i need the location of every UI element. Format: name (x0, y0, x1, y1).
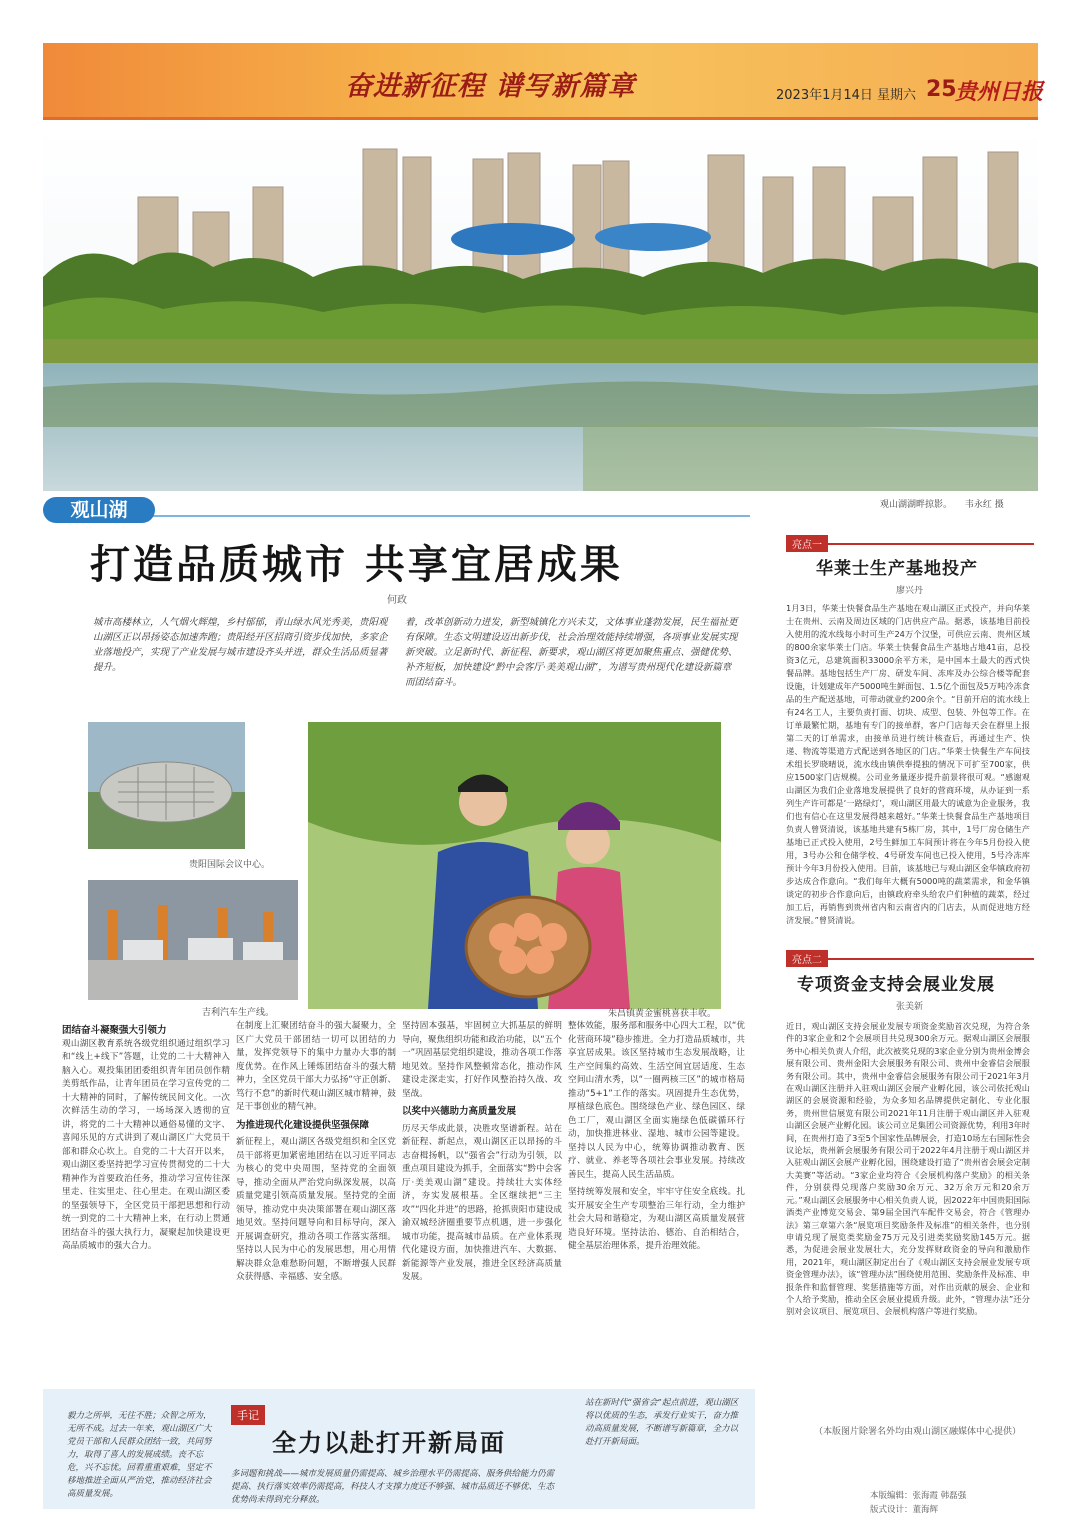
article-intro-left: 城市高楼林立，人气烟火辉煌，乡村郁郁，青山绿水风光秀美，贵阳观山湖区正以昂扬姿态加速奔跑；贵阳经开区招商引资步伐加快，多家企业落地投产，实现了产业发展与城市建设齐头并进，群众生活品质显著提升。 (93, 617, 388, 673)
column-4-text-2: 坚持统筹发展和安全，牢牢守住安全底线。扎实开展安全生产专项整治三年行动，全力维护社会大局和谐稳定，为观山湖区高质量发展营造良好环境。坚持法治、德治、自治相结合，健全基层治理体系，提升治理效能。 (568, 1187, 745, 1251)
column-2-heading: 为推进现代化建设提供坚强保障 (236, 1119, 370, 1131)
editorial-note-left: 毅力之所举，无往不胜；众智之所为，无所不成。过去一年来，观山湖区广大党员干部和人民群众团结一致，共同努力，取得了喜人的发展成绩。丧不忘危，兴不忘忧。回看重重艰难，坚定不移地推进全面从严治党，推动经济社会高质量发展。 (67, 1411, 212, 1499)
conference-center-illustration (88, 722, 245, 849)
editorial-note-middle: 多词题和挑战——城市发展质量仍需提高、城乡治理水平仍需提高、服务供给能力仍需提高、执行落实效率仍需提高，科技人才支撑力度还不够强、城市品质还不够优、生态优势尚未得到充分释放。 (231, 1469, 555, 1505)
sidebar-1-text: 1月3日，华莱士快餐食品生产基地在观山湖区正式投产，并向华莱士在贵州、云南及周边区域的门店供应产品。据悉，该基地目前投入使用的流水线每小时可生产24万个汉堡，可供应云南、贵州区域的800余家华莱士门店。华莱士快餐食品生产基地占地41亩，总投资3亿元，总建筑面积33000余平方米，是中国本土最大的西式快餐品牌。基地包括生产厂房、研发车间、冻库及办公综合楼等配套设施，计划建成年产5000吨生鲜面包、1.5亿个面包及5万吨冷冻食品的生产配送基地，可带动就业约200余个。“目前开启的流水线上有24名工人，主要负责打面、切块、成型、包装、外包等工作。在订单最繁忙期，基地有专门的接单群，客户门店每天会在群里上报第二天的订单需求，由接单员进行统计核查后，再通过生产、快递、物流等渠道方式配送到各地区的门店。”华莱士快餐生产车间技术组长罗晓晴说，流水线由镇供奉提独的情况下可扩至700家，供应1500家门店规模。公司业务量逐步提升前景将很可观。“感谢观山湖区为我们企业落地发展提供了良好的营商环境，从办证到一系列生产许可都是‘一路绿灯’，观山湖区用最大的诚意为企业服务，我们也有信心在这里发展得越来越好。”华莱士快餐食品生产基地项目负责人曾贤清说，该基地共建有5栋厂房，其中，1号厂房仓储生产基地已正式投入使用，2号生鲜加工车间预计将在今年5月份投入使用，3号办公和仓储学校、4号研发车间也已投入使用，5号冷冻库预计今年3月份投入使用。目前，该基地已与观山湖区金华镇政府初步达成合作意向。“我们每年大概有5000吨的蔬菜需求，和金华镇谈定的初步合作意向后，由镇政府牵头给农户们种植的蔬菜，经过加工后，再销售到贵州省内和云南省内的门店去，从而促进地方经济发展。”曾贤清说。 (786, 603, 1030, 925)
newspaper-logo: 贵州日报 (955, 79, 1044, 105)
column-1-text: 观山湖区教育系统各级党组织通过组织学习和“线上+线下”答题，让党的二十大精神入脑入心。观投集团团委组织青年团员创作精美剪纸作品，让青年团员在学习宣传党的二十大精神的同时，了解传统民间文化。一次次鲜活生动的学习，一场场深入透彻的宣讲，将党的二十大精神以通俗易懂的文字、喜闻乐见的方式讲到了观山湖区广大党员干部和群众心坎上。自党的二十大召开以来，观山湖区委坚持把学习宣传贯彻党的二十大精神作为首要政治任务，推动学习宣传往深里走、往实里走、往心里走。在观山湖区委的坚强领导下，全区党员干部把思想和行动统一到党的二十大精神上来，在行动上贯通团结奋斗的强大执行力，凝聚起加快建设更高品质城市的强大合力。 (62, 1038, 230, 1251)
sidebar-2-tag: 亮点二 (786, 950, 828, 967)
column-1-heading: 团结奋斗凝聚强大引领力 (62, 1025, 167, 1036)
column-3-text-2: 历尽天华成此景，决胜攻坚谱新程。站在新征程、新起点，观山湖区正以昂扬的斗志奋楫扬帆，以“强省会”行动为引领，以重点项目建设为抓手，全面落实“黔中会客厅·美美观山湖”建设。持续壮大实体经济，夯实发展根基。全区继续把“三主攻”“四化并进”的思路，抢抓贵阳市建设成渝双城经济圈重要节点机遇，进一步强化城市功能，提高城市品质。在产业体系现代化建设方面，加快推进汽车、大数据、新能源等产业发展，推进全区经济高质量发展。 (402, 1123, 562, 1282)
editorial-note-title: 全力以赴打开新局面 (272, 1428, 506, 1457)
column-3-heading: 以奖中兴德助力高质量发展 (402, 1106, 517, 1117)
page-number: 25 (926, 77, 957, 102)
article-column-1 (62, 1024, 230, 1354)
sidebar-1-author: 廖兴丹 (896, 586, 924, 596)
article-column-3 (402, 1020, 562, 1365)
hero-photo (43, 127, 1038, 491)
hero-caption-text: 观山湖湖畔掠影。 (880, 500, 953, 510)
photo-car-production (88, 880, 298, 1000)
issue-date: 2023年1月14日 星期六 (776, 88, 917, 103)
column-2-text-2: 新征程上，观山湖区各级党组织和全区党员干部将更加紧密地团结在以习近平同志为核心的党中央周围，坚持党的全面领导，推动全面从严治党向纵深发展，以高质量党建引领高质量发展。坚持党的全面领导，推动党中央决策部署在观山湖区落地见效。坚持问题导向和目标导向，深入开展调查研究，推动各项工作落实落细。坚持以人民为中心的发展思想，用心用情解决群众急难愁盼问题，不断增强人民群众获得感、幸福感、安全感。 (236, 1137, 396, 1282)
sidebar-2-text: 近日，观山湖区支持会展业发展专项资金奖励首次兑现，为符合条件的3家企业和2个会展项目共兑现300余万元。据观山湖区会展服务中心相关负责人介绍，此次被奖兑现的3家企业分别为贵州金博会展有限公司、贵州金阳大会展服务有限公司、贵州中金睿信会展服务有限公司。其中，贵州中金睿信会展服务有限公司于2021年3月在观山湖区注册并入驻观山湖区会展产业孵化园，该公司依托观山湖区的会展资源和经验，为众多知名品牌提供定制化、专业化服务，贵州世信展览有限公司2021年11月注册于观山湖区并入驻观山湖区会展产业孵化园。该公司立足集团公司资源优势，利用3年时间，在贵州打造了3至5个国家性品牌展会，打造10场左右国际性会议论坛，贵州新会展服务有限公司于2022年4月注册于观山湖区并入驻观山湖区会展产业孵化园，围绕建设打造了“贵州省会展会定制大美赛”等活动。“3家企业均符合《会展机构落户奖励》的相关条件，分别获得兑现落户奖励30余万元、32万余万元和20余万元。”观山湖区会展服务中心相关负责人说，因2022年中国贵阳国际酒类产业博览交易会、第9届全国汽车配件交易会，符合《管理办法》第三章第六条“展览项目奖励条件及标准”的相关条件，也分别申请兑现了展览类奖励金75万元及引进类奖励奖励145万元。据悉，为促进会展业发展壮大，充分发挥财政资金的导向和激励作用，2021年，观山湖区制定出台了《观山湖区支持会展业发展专项资金管理办法》，该“管理办法”围绕使用范围、奖励条件及标准、申报条件和监督管理、奖惩措施等方面，对作出贡献的展会、企业和个人给予奖励，推动全区会展业提质升级。此外，“管理办法”还分别对会议项目、展览项目、会展机构落户等进行奖励。 (786, 1021, 1030, 1317)
sidebar-1-tag: 亮点一 (786, 535, 828, 552)
car-production-illustration (88, 880, 298, 1000)
sidebar-1-title: 华莱士生产基地投产 (816, 559, 978, 579)
layout-credits: 版式设计：董海辉 (870, 1505, 939, 1515)
hero-credit: 韦永红 摄 (964, 500, 1004, 510)
article-column-2 (236, 1020, 396, 1365)
header-slogan: 奋进新征程 谱写新篇章 (345, 71, 636, 102)
hero-caption (880, 497, 1004, 510)
section-tag: 观山湖 (43, 497, 155, 523)
column-3-text: 坚持固本强基，牢固树立大抓基层的鲜明导向，聚焦组织功能和政治功能，以“五个一”巩固基层党组织建设，推动各项工作落地见效。坚持作风整顿常态化，推动作风建设走深走实，打好作风整治持久战、攻坚战。 (402, 1021, 562, 1099)
sidebar-2-author: 张美新 (896, 1002, 924, 1012)
photo-peach-harvest (308, 722, 721, 1009)
photo-conference-center (88, 722, 245, 849)
column-2-text: 在制度上汇聚团结奋斗的强大凝聚力，全区广大党员干部团结一切可以团结的力量，发挥党领导下的集中力量办大事的制度优势。在作风上锤炼团结奋斗的强大精神力，全区党员干部大力弘扬“守正创新、笃行不怠”的新时代观山湖区城市精神，鼓足干事创业的精气神。 (236, 1021, 396, 1112)
photo-peach-caption: 朱昌镇黄金蜜桃喜获丰收。 (608, 1009, 717, 1019)
article-byline: 何政 (387, 595, 407, 606)
editor-credits: 本版编辑：张海霞 韩磊强 (870, 1491, 967, 1501)
editorial-note-right: 站在新时代“强省会”起点前进，观山湖区将以优质的生态，承发行业实干，奋力推动高质量发展，不断谱写新篇章，全力以赴打开新局面。 (585, 1398, 739, 1447)
column-4-text: 整体效能，服务部和服务中心四大工程，以“优化营商环境”稳步推进。全力打造品质城市，共享宜居成果。该区坚持城市生态发展战略，让生产空间集约高效、生活空间宜居适度、生态空间山清水秀，以“一圈两核三区”的城市格局推动“5+1”工作的落实。巩固提升生态优势，厚植绿色底色。围绕绿色产业、绿色园区、绿色工厂，观山湖区全面实施绿色低碳循环行动，加快推进林业、湿地、城市公园等建设。坚持以人民为中心，统筹协调推动教育、医疗、就业、养老等各项社会事业发展。持续改善民生，提高人民生活品质。 (568, 1021, 745, 1180)
photo-conference-caption: 贵阳国际会议中心。 (189, 860, 271, 870)
page-title: 打造品质城市 共享宜居成果 (90, 541, 623, 588)
hero-photo-illustration (43, 127, 1038, 491)
section-rule (150, 515, 750, 517)
photo-credit-note: （本版图片除署名外均由观山湖区融媒体中心提供） (814, 1427, 1022, 1437)
editorial-note-tag: 手记 (231, 1405, 265, 1425)
article-column-4 (568, 1020, 745, 1365)
photo-car-caption: 吉利汽车生产线。 (202, 1008, 275, 1018)
peach-harvest-illustration (308, 722, 721, 1009)
sidebar-2-title: 专项资金支持会展业发展 (797, 975, 995, 995)
article-intro-right: 着，改革创新动力迸发，新型城镇化方兴未艾，文体事业蓬勃发展，民生福祉更有保障。生态文明建设迈出新步伐，社会治理效能持续增强，各项事业发展实现新突破。立足新时代、新征程、新要求，观山湖区将更加聚焦重点、强健优势、补齐短板，加快建设“黔中会客厅·美美观山湖”，为谱写贵州现代化建设新篇章而团结奋斗。 (405, 617, 738, 688)
